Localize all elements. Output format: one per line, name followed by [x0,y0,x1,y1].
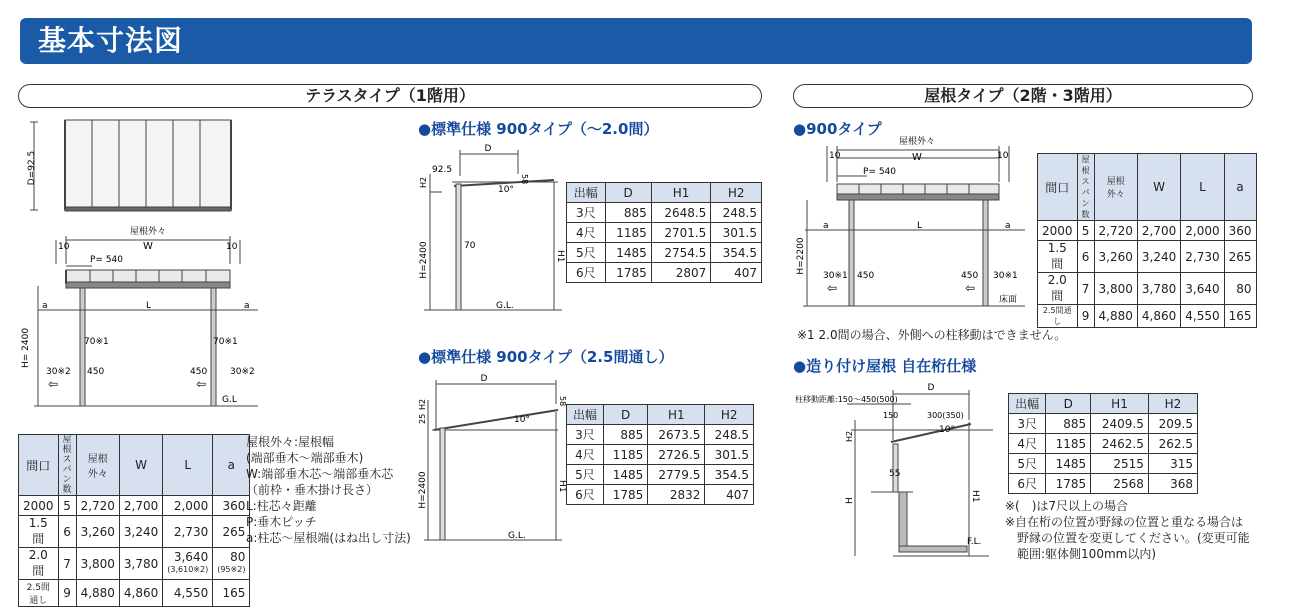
cell: 1785 [1046,474,1091,494]
th-outer: 屋根外々 [1094,154,1137,221]
th-a: a [1224,154,1256,221]
cell-main: 3,640 [173,550,209,564]
cell: 165 [1224,305,1256,328]
cell: 3尺 [567,425,604,445]
th-d: D [603,405,647,425]
table-row [1009,474,1198,494]
cell: 1485 [605,243,651,263]
cell: 3尺 [567,203,606,223]
th-span: 屋根スパン数 [1077,154,1094,221]
table-row [19,580,250,607]
roof-outer-label: 屋根外々 [129,227,167,237]
cell: 1785 [603,485,647,505]
d-label: D [484,144,492,154]
gl-label: G.L [222,395,237,405]
n58-label: 58 [520,174,529,185]
n150-label: 150 [883,411,899,420]
cell: 4,860 [119,580,162,607]
cell: 1485 [1046,454,1091,474]
cell: 4尺 [1009,434,1046,454]
cell: 885 [1046,414,1091,434]
note-line: ※自在桁の位置が野縁の位置と重なる場合は [1005,515,1244,529]
th-dehaba: 出幅 [567,183,606,203]
cell: 1185 [603,445,647,465]
cell: 262.5 [1148,434,1197,454]
cell: 5 [58,496,76,516]
arrow-left-icon-4: ⇦ [965,281,976,295]
cell: 248.5 [711,203,762,223]
subtitle-built-in: ●造り付け屋根 自在桁仕様 [793,357,977,375]
h2400c-label: H=2400 [418,471,428,509]
s30-1-left: 30※1 [823,271,848,281]
cell [163,548,213,580]
deg10-label-3: 10° [939,425,955,435]
cell: 4,880 [1094,305,1137,328]
table-row [567,263,762,283]
s70-1-left: 70※1 [84,337,109,347]
note-line: 屋根外々:屋根幅 [246,435,335,449]
subtitle-std900-25: ●標準仕様 900タイプ（2.5間通し） [418,348,674,366]
cell: 2,000 [1181,221,1224,241]
cell: 2648.5 [651,203,711,223]
cell: 3,260 [1094,241,1137,273]
deg10-label-2: 10° [514,415,530,425]
cell: 2000 [1038,221,1078,241]
cell: 3,800 [1094,273,1137,305]
cell: 1185 [605,223,651,243]
d925-label: D=92.5 [27,150,37,186]
arrow-left-icon-3: ⇦ [827,281,838,295]
cell: 1185 [1046,434,1091,454]
cell: 3,800 [76,548,119,580]
cell: 3,260 [76,516,119,548]
cell: 3,240 [1137,241,1180,273]
th-maguchi: 間口 [19,435,59,496]
h1-label-3: H1 [970,490,980,503]
cell: 360 [1224,221,1256,241]
built-in-table [1008,393,1198,494]
table-row [567,243,762,263]
note-line: P:垂木ピッチ [246,515,317,529]
cell: 6尺 [1009,474,1046,494]
cell: 4,550 [163,580,213,607]
cell: 2568 [1091,474,1149,494]
cell: 2,720 [1094,221,1137,241]
th-w: W [1137,154,1180,221]
built-in-notes [1005,498,1250,562]
s450-right-2: 450 [961,271,979,281]
th-h2: H2 [711,183,762,203]
cell: 2.5間通し [19,580,59,607]
w-label-2: W [912,152,922,163]
w-label: W [143,241,153,252]
th-dehaba: 出幅 [1009,394,1046,414]
cell: 80 [1224,273,1256,305]
s70-1-right: 70※1 [213,337,238,347]
deg10-label: 10° [498,185,514,195]
th-w: W [119,435,162,496]
h2200-label: H=2200 [796,237,806,275]
cell [213,548,250,580]
cell: 5尺 [567,465,604,485]
cell: 1.5間 [19,516,59,548]
cell: 6 [58,516,76,548]
cell: 2462.5 [1091,434,1149,454]
note-line: （前枠・垂木掛け長さ） [246,483,379,497]
section-roof-header: 屋根タイプ（2階・3階用） [793,84,1253,108]
a-right-label-2: a [1005,221,1011,231]
section-terrace-header: テラスタイプ（1階用） [18,84,762,108]
s30-1-right: 30※1 [993,271,1018,281]
h2400-label: H= 2400 [21,327,31,369]
cell: 165 [213,580,250,607]
cell: 885 [603,425,647,445]
subtitle-std900-2: ●標準仕様 900タイプ（〜2.0間） [418,120,659,138]
note-line: ※( )は7尺以上の場合 [1005,499,1129,513]
s450-left: 450 [87,367,105,377]
cell: 5 [1077,221,1094,241]
cell: 1785 [605,263,651,283]
arrow-left-icon: ⇦ [48,377,59,391]
cell: 2.5間通し [1038,305,1078,328]
l-label: L [146,301,152,311]
cell-main: 80 [230,550,246,564]
cell-sub: (95※2) [217,565,246,574]
th-d: D [1046,394,1091,414]
cell: 6尺 [567,263,606,283]
cell: 2515 [1091,454,1149,474]
cell: 3,780 [1137,273,1180,305]
n25-label: 25 [418,413,427,424]
cell: 9 [1077,305,1094,328]
th-maguchi: 間口 [1038,154,1078,221]
gl2-label: G.L. [496,301,514,311]
table-row [19,548,250,580]
cell: 368 [1148,474,1197,494]
ten-right-label-2: 10 [997,151,1009,161]
cell: 2807 [651,263,711,283]
th-h2: H2 [1148,394,1197,414]
th-h1: H1 [648,405,705,425]
table-row [567,485,754,505]
cell: 6 [1077,241,1094,273]
cell: 301.5 [705,445,754,465]
gl2-label-2: G.L. [508,531,526,541]
cell: 4,550 [1181,305,1224,328]
h2400b-label: H=2400 [419,241,429,279]
th-span: 屋根 スパン数 [58,435,76,496]
table-row [1009,434,1198,454]
note-line: 野縁の位置を変更してください。(変更可能 [1005,531,1250,545]
table-row [1038,305,1257,328]
table-row [19,516,250,548]
cell: 2754.5 [651,243,711,263]
h2-label-3: H2 [845,430,854,442]
built-in-drawing [793,380,1003,576]
n925-label: 92.5 [432,165,453,175]
d-label-2: D [480,374,488,384]
h1-label-2: H1 [557,480,567,493]
cell: 315 [1148,454,1197,474]
post-move-label: 柱移動距離:150〜450(500) [795,395,898,404]
n58-label-2: 58 [558,396,567,407]
table-row [567,425,754,445]
cell: 7 [58,548,76,580]
cell: 3,640 [1181,273,1224,305]
fl-label: F.L. [967,537,982,547]
cell-sub: (3,610※2) [167,565,209,574]
table-row [1009,414,1198,434]
ten-left-label-2: 10 [829,151,841,161]
s30-2-left: 30※2 [46,367,71,377]
th-a: a [213,435,250,496]
cell: 407 [711,263,762,283]
table-row [1038,241,1257,273]
table-row [567,465,754,485]
cell: 2,720 [76,496,119,516]
note-line: W:端部垂木芯〜端部垂木芯 [246,467,394,481]
arrow-left-icon-2: ⇦ [196,377,207,391]
th-outer: 屋根外々 [76,435,119,496]
note-line: L:柱芯々距離 [246,499,317,513]
std900-25-side-drawing [418,370,568,550]
cell: 354.5 [711,243,762,263]
note-line: a:柱芯〜屋根端(はね出し寸法) [246,531,411,545]
s450-right: 450 [190,367,208,377]
cell: 2,000 [163,496,213,516]
a-left-label: a [42,301,48,311]
a-right-label: a [244,301,250,311]
table-row [1009,454,1198,474]
cell: 2.0間 [1038,273,1078,305]
cell: 1485 [603,465,647,485]
roof-note: ※1 2.0間の場合、外側への柱移動はできません。 [797,328,1067,342]
page-title: 基本寸法図 [20,18,1252,64]
cell: 9 [58,580,76,607]
cell: 209.5 [1148,414,1197,434]
terrace-drawing [18,112,258,412]
cell: 3尺 [1009,414,1046,434]
cell: 885 [605,203,651,223]
h1-label: H1 [555,250,565,263]
cell: 407 [705,485,754,505]
note-line: 範囲:躯体側100mm以内) [1005,547,1157,561]
cell: 2,700 [119,496,162,516]
l-label-2: L [917,221,923,231]
std900-side-drawing [418,140,568,320]
n300-label: 300(350) [927,411,964,420]
h2-label-2: H2 [418,398,427,410]
cell: 265 [1224,241,1256,273]
cell: 7 [1077,273,1094,305]
cell: 2000 [19,496,59,516]
cell: 5尺 [1009,454,1046,474]
cell: 5尺 [567,243,606,263]
h2-label: H2 [419,176,428,188]
cell: 3,780 [119,548,162,580]
table-row [567,203,762,223]
cell: 354.5 [705,465,754,485]
ten-left-label: 10 [58,242,70,252]
cell: 3,240 [119,516,162,548]
th-h1: H1 [651,183,711,203]
table-row [567,223,762,243]
floor-label: 床面 [999,295,1018,305]
th-h1: H1 [1091,394,1149,414]
cell: 2832 [648,485,705,505]
table-row [567,445,754,465]
cell: 2.0間 [19,548,59,580]
p540-label-2: P= 540 [863,167,897,177]
cell: 4,880 [76,580,119,607]
terrace-notes [246,434,411,546]
th-h2: H2 [705,405,754,425]
cell: 2673.5 [648,425,705,445]
std900-table [566,182,762,283]
cell: 2701.5 [651,223,711,243]
std900-25-table [566,404,754,505]
cell: 4尺 [567,223,606,243]
th-l: L [163,435,213,496]
table-row [19,496,250,516]
th-d: D [605,183,651,203]
roof900-drawing [793,132,1033,312]
s30-2-right: 30※2 [230,367,255,377]
cell: 1.5間 [1038,241,1078,273]
s70-label: 70 [464,241,476,251]
note-line: (端部垂木〜端部垂木) [246,451,364,465]
cell: 301.5 [711,223,762,243]
cell: 2779.5 [648,465,705,485]
a-left-label-2: a [823,221,829,231]
cell: 4尺 [567,445,604,465]
roof-table [1037,153,1257,328]
subtitle-roof900: ●900タイプ [793,120,882,138]
table-row [1038,273,1257,305]
ten-right-label: 10 [226,242,238,252]
cell: 360 [213,496,250,516]
cell: 6尺 [567,485,604,505]
th-l: L [1181,154,1224,221]
cell: 248.5 [705,425,754,445]
cell: 2,730 [1181,241,1224,273]
h-label: H [845,497,855,504]
cell: 2,730 [163,516,213,548]
cell: 2,700 [1137,221,1180,241]
p540-label: P= 540 [90,255,124,265]
terrace-table [18,434,250,607]
cell: 2726.5 [648,445,705,465]
th-dehaba: 出幅 [567,405,604,425]
cell: 265 [213,516,250,548]
n55-label: 55 [889,469,901,479]
table-row [1038,221,1257,241]
cell: 2409.5 [1091,414,1149,434]
cell: 4,860 [1137,305,1180,328]
roof-outer-label-2: 屋根外々 [898,137,936,147]
d-label-3: D [927,383,935,393]
s450-left-2: 450 [857,271,875,281]
